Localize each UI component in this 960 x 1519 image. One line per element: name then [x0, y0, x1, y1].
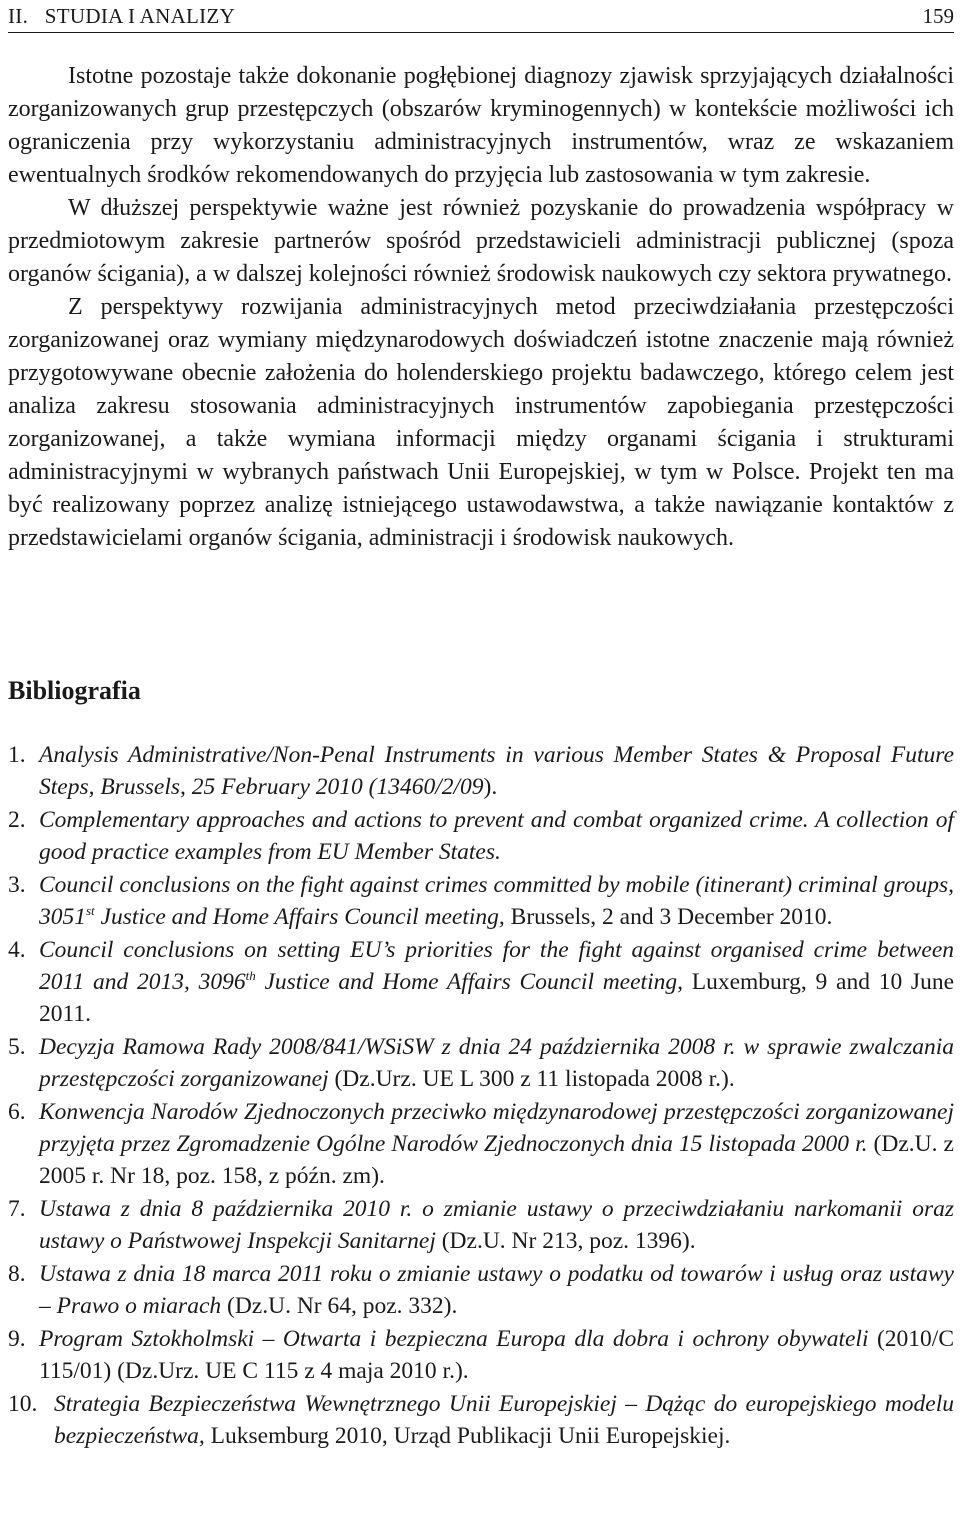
item-number: 3.	[8, 872, 26, 898]
page-number: 159	[922, 4, 954, 28]
item-title: Strategia Bezpieczeństwa Wewnętrznego Unii Europejskiej – Dążąc do europejskiego modelu bezpieczeństwa,	[54, 1391, 954, 1449]
item-title: Program Sztokholmski – Otwarta i bezpieczna Europa dla dobra i ochrony obywateli	[39, 1326, 869, 1352]
item-number: 7.	[8, 1196, 26, 1222]
item-details: (Dz.U. Nr 213, poz. 1396).	[435, 1228, 696, 1254]
bibliography-item	[8, 1388, 954, 1452]
item-superscript: st	[86, 903, 95, 919]
item-title: Analysis Administrative/Non-Penal Instruments in various Member States & Proposal Future Steps, Brussels, 25 February 2010 (13460/2/09	[39, 742, 954, 800]
bibliography-item	[8, 739, 954, 803]
bibliography-item	[8, 1258, 954, 1322]
item-number: 5.	[8, 1034, 26, 1060]
bibliography-item	[8, 869, 954, 933]
item-title: Ustawa z dnia 18 marca 2011 roku o zmianie ustawy o podatku od towarów i usług oraz ustawy – Prawo o miarach	[39, 1261, 954, 1319]
item-number: 9.	[8, 1326, 26, 1352]
bibliography-list	[8, 739, 954, 1453]
bibliography-item	[8, 1323, 954, 1387]
item-title: Decyzja Ramowa Rady 2008/841/WSiSW z dnia 24 października 2008 r. w sprawie zwalczania przestępczości zorganizowanej	[39, 1034, 954, 1092]
item-details: Luksemburg 2010, Urząd Publikacji Unii Europejskiej.	[204, 1423, 731, 1449]
item-title: Ustawa z dnia 8 października 2010 r. o zmianie ustawy o przeciwdziałaniu narkomanii oraz ustawy o Państwowej Inspekcji Sanitarnej	[39, 1196, 954, 1254]
bibliography-heading: Bibliografia	[8, 676, 141, 705]
section-title: II. STUDIA I ANALIZY	[8, 4, 236, 28]
item-number: 2.	[8, 807, 26, 833]
bibliography-item	[8, 804, 954, 868]
item-number: 10.	[8, 1391, 38, 1417]
item-details: (Dz.Urz. UE L 300 z 11 listopada 2008 r.).	[328, 1066, 735, 1092]
bibliography-item	[8, 1193, 954, 1257]
item-title-cont: Justice and Home Affairs Council meeting,	[94, 904, 505, 930]
item-title: Complementary approaches and actions to prevent and combat organized crime. A collection of good practice examples from EU Member States.	[39, 807, 954, 865]
bibliography-item	[8, 934, 954, 1030]
item-details: (Dz.U. z 2005 r. Nr 18, poz. 158, z późn. zm).	[39, 1131, 954, 1189]
item-title: Konwencja Narodów Zjednoczonych przeciwko międzynarodowej przestępczości zorganizowanej przyjęta przez Zgromadzenie Ogólne Narodów Zjednoczonych dnia 15 listopada 2000 r.	[39, 1099, 954, 1157]
item-details: (Dz.U. Nr 64, poz. 332).	[221, 1293, 458, 1319]
item-title-cont: Justice and Home Affairs Council meeting,	[255, 969, 683, 995]
item-number: 8.	[8, 1261, 26, 1287]
bibliography-item	[8, 1096, 954, 1192]
item-title: Council conclusions on setting EU’s priorities for the fight against organised crime between 2011 and 2013, 3096	[39, 937, 954, 995]
item-details: ).	[483, 774, 498, 800]
item-title: Council conclusions on the fight against crimes committed by mobile (itinerant) criminal groups, 3051	[39, 872, 954, 930]
paragraph-3: Z perspektywy rozwijania administracyjnych metod przeciwdziałania przestępczości zorganizowanej oraz wymiany międzynarodowych doświadczeń istotne znaczenie mają również przygotowywane obecnie założenia do holenderskiego projektu badawczego, którego celem jest analiza zakresu stosowania administracyjnych instrumentów zapobiegania przestępczości zorganizowanej, a także wymiana informacji między organami ścigania i strukturami administracyjnymi w wybranych państwach Unii Europejskiej, w tym w Polsce. Projekt ten ma być realizowany poprzez analizę istniejącego ustawodawstwa, a także nawiązanie kontaktów z przedstawicielami organów ścigania, administracji i środowisk naukowych.	[8, 294, 954, 551]
bibliography-item	[8, 1031, 954, 1095]
header-rule	[8, 32, 954, 33]
item-details: Luxemburg, 9 and 10 June 2011.	[39, 969, 954, 1027]
item-number: 4.	[8, 937, 26, 963]
item-superscript: th	[245, 968, 256, 984]
item-number: 1.	[8, 742, 26, 768]
paragraph-1: Istotne pozostaje także dokonanie pogłębionej diagnozy zjawisk sprzyjających działalności zorganizowanych grup przestępczych (obszarów kryminogennych) w kontekście możliwości ich ograniczenia przy wykorzystaniu administracyjnych instrumentów, wraz ze wskazaniem ewentualnych środków rekomendowanych do przyjęcia lub zastosowania w tym zakresie.	[8, 63, 954, 188]
item-number: 6.	[8, 1099, 26, 1125]
body-text	[8, 60, 954, 555]
item-details: (2010/C 115/01) (Dz.Urz. UE C 115 z 4 maja 2010 r.).	[39, 1326, 955, 1384]
paragraph-2: W dłuższej perspektywie ważne jest również pozyskanie do prowadzenia współpracy w przedmiotowym zakresie partnerów spośród przedstawicieli administracji publicznej (spoza organów ścigania), a w dalszej kolejności również środowisk naukowych czy sektora prywatnego.	[8, 195, 954, 287]
item-details: Brussels, 2 and 3 December 2010.	[504, 904, 833, 930]
running-header	[8, 2, 954, 30]
